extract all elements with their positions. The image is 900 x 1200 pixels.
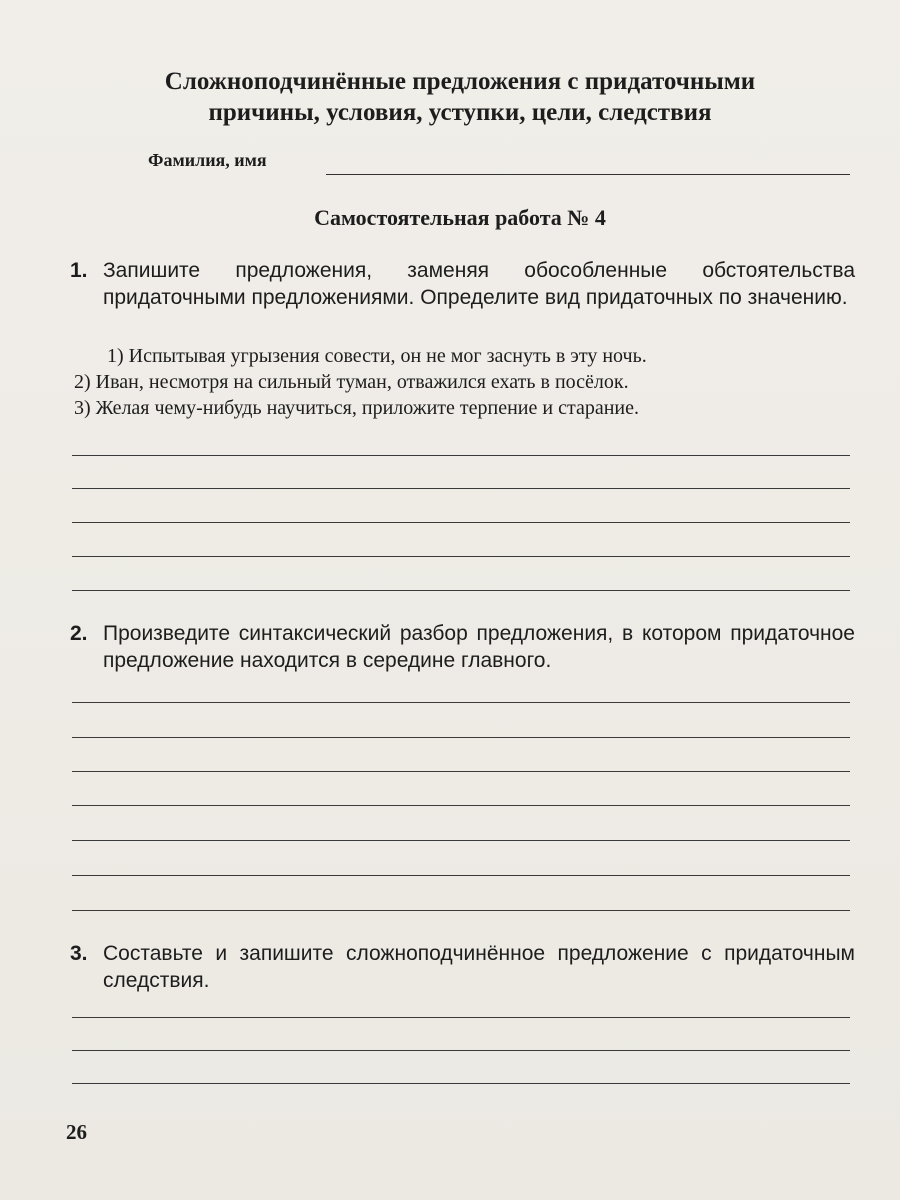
answer-line[interactable] xyxy=(72,488,850,489)
title-line-2: причины, условия, уступки, цели, следствия xyxy=(208,99,712,126)
answer-line[interactable] xyxy=(72,1050,850,1051)
page-title xyxy=(70,66,850,128)
name-field xyxy=(148,150,858,178)
task-text: Запишите предложения, заменяя обособленные обстоятельства придаточными предложениями. Определите вид придаточных по значению. xyxy=(103,259,855,309)
example-sentence-3: 3) Желая чему-нибудь научиться, приложите терпение и старание. xyxy=(74,397,639,419)
task-text: Произведите синтаксический разбор предложения, в котором придаточное предложение находится в середине главного. xyxy=(103,622,855,672)
example-sentence-2: 2) Иван, несмотря на сильный туман, отважился ехать в посёлок. xyxy=(74,371,629,393)
answer-line[interactable] xyxy=(72,840,850,841)
task-1 xyxy=(70,257,855,311)
task-1-examples xyxy=(74,343,852,421)
task-number: 1. xyxy=(70,259,88,282)
answer-line[interactable] xyxy=(72,771,850,772)
name-answer-line[interactable] xyxy=(326,174,850,175)
answer-line[interactable] xyxy=(72,522,850,523)
answer-line[interactable] xyxy=(72,590,850,591)
task-number: 3. xyxy=(70,942,88,965)
answer-line[interactable] xyxy=(72,556,850,557)
name-label: Фамилия, имя xyxy=(148,150,267,170)
work-subtitle: Самостоятельная работа № 4 xyxy=(314,205,606,230)
page-number: 26 xyxy=(66,1120,87,1144)
task-3 xyxy=(70,940,855,994)
answer-line[interactable] xyxy=(72,875,850,876)
answer-line[interactable] xyxy=(72,910,850,911)
answer-line[interactable] xyxy=(72,702,850,703)
answer-line[interactable] xyxy=(72,1017,850,1018)
answer-line[interactable] xyxy=(72,1083,850,1084)
title-line-1: Сложноподчинённые предложения с придаточными xyxy=(164,68,756,95)
task-2 xyxy=(70,620,855,674)
task-text: Составьте и запишите сложноподчинённое предложение с придаточным следствия. xyxy=(103,942,855,992)
task-number: 2. xyxy=(70,622,88,645)
example-sentence-1: 1) Испытывая угрызения совести, он не мог заснуть в эту ночь. xyxy=(107,345,647,367)
answer-line[interactable] xyxy=(72,455,850,456)
answer-line[interactable] xyxy=(72,737,850,738)
answer-line[interactable] xyxy=(72,805,850,806)
